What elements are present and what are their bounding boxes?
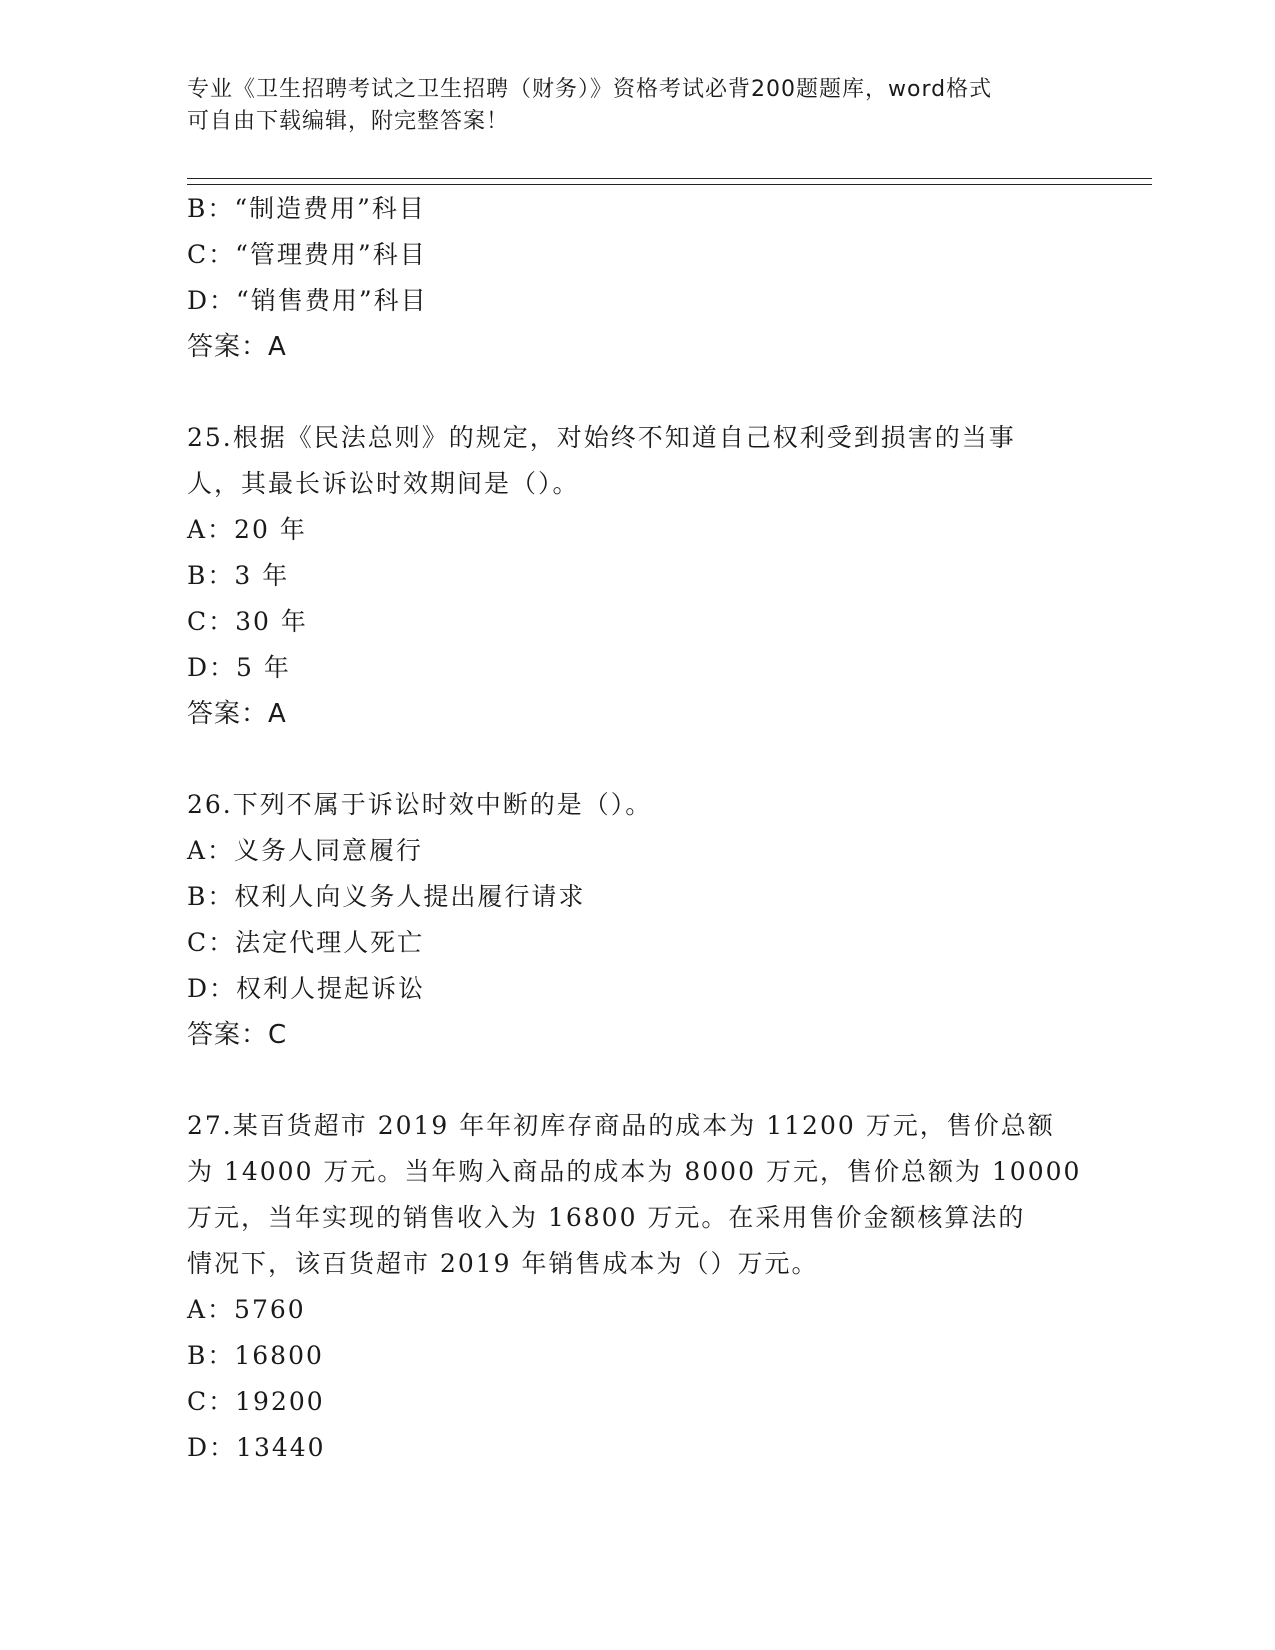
option-a: A：义务人同意履行 [187,836,424,865]
question-text [187,782,1087,828]
spacer [187,370,1087,415]
question-25 [187,415,1087,737]
question-text-line: 26.下列不属于诉讼时效中断的是（）。 [187,790,653,819]
option-b: B：权利人向义务人提出履行请求 [187,882,586,911]
question-text-line: 人，其最长诉讼时效期间是（）。 [187,469,580,498]
option-d: D：5 年 [187,653,291,682]
option-a: A：20 年 [187,515,307,544]
option-c: C：19200 [187,1387,325,1416]
question-text-line: 25.根据《民法总则》的规定，对始终不知道自己权利受到损害的当事 [187,423,1016,452]
question-content [187,186,1087,1471]
header-divider [187,178,1152,185]
answer-line: 答案：A [187,332,287,362]
question-27 [187,1103,1087,1471]
spacer [187,1058,1087,1103]
question-text-line: 27.某百货超市 2019 年年初库存商品的成本为 11200 万元，售价总额 [187,1111,1055,1140]
question-text [187,1103,1087,1287]
option-b: B：3 年 [187,561,290,590]
answer-line: 答案：A [187,699,287,729]
header-line-2: 可自由下载编辑，附完整答案！ [187,109,510,134]
question-text-line: 情况下，该百货超市 2019 年销售成本为（）万元。 [187,1249,819,1278]
question-26 [187,782,1087,1058]
option-c: C：30 年 [187,607,308,636]
header-line-1: 专业《卫生招聘考试之卫生招聘（财务）》资格考试必背200题题库，word格式 [187,77,993,102]
spacer [187,737,1087,782]
question-text [187,415,1087,507]
question-text-line: 万元，当年实现的销售收入为 16800 万元。在采用售价金额核算法的 [187,1203,1026,1232]
option-c: C：法定代理人死亡 [187,928,425,957]
option-a: A：5760 [187,1295,306,1324]
prev-question-block [187,186,1087,370]
option-d: D：“销售费用”科目 [187,286,428,315]
option-d: D：13440 [187,1433,326,1462]
option-b: B：16800 [187,1341,324,1370]
question-text-line: 为 14000 万元。当年购入商品的成本为 8000 万元，售价总额为 10000 [187,1157,1082,1186]
option-c: C：“管理费用”科目 [187,240,427,269]
answer-line: 答案：C [187,1020,288,1050]
page-header [187,74,1087,138]
option-b: B：“制造费用”科目 [187,194,426,223]
option-d: D：权利人提起诉讼 [187,974,426,1003]
